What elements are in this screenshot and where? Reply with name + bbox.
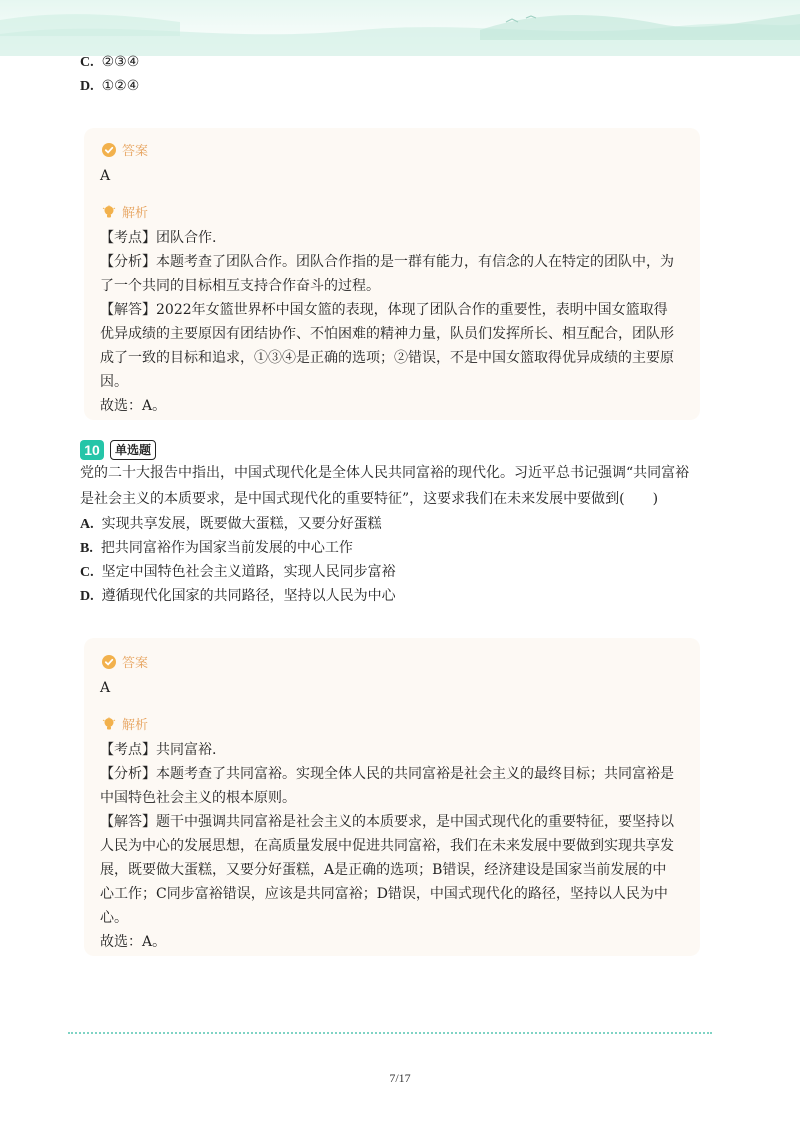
analysis-label: 解析 — [122, 718, 149, 733]
answer-value: A — [100, 680, 111, 696]
option-d — [80, 586, 396, 607]
option-c — [80, 562, 396, 583]
answer-label: 答案 — [122, 656, 149, 671]
option-text: 坚定中国特色社会主义道路，实现人民同步富裕 — [101, 564, 396, 580]
analysis-header — [102, 202, 148, 221]
header-decoration — [0, 0, 800, 56]
answer-label: 答案 — [122, 144, 149, 159]
jieda-text: 【解答】2022年女篮世界杯中国女篮的表现，体现了团队合作的重要性，表明中国女篮取得优异成绩的主要原因有团结协作、不怕困难的精神力量，队员们发挥所长、相互配合，团队形成了一致的目标和追求，①③④是正确的选项；②错误，不是中国女篮取得优异成绩的主要原因。 — [100, 302, 674, 390]
question-stem: 党的二十大报告中指出，中国式现代化是全体人民共同富裕的现代化。习近平总书记强调“共同富裕是社会主义的本质要求，是中国式现代化的重要特征”，这要求我们在未来发展中要做到( ) — [80, 465, 690, 507]
option-key: D. — [80, 589, 94, 604]
check-badge-icon — [102, 143, 116, 157]
option-c — [80, 52, 139, 73]
option-key: C. — [80, 565, 94, 580]
option-text: 遵循现代化国家的共同路径，坚持以人民为中心 — [101, 588, 396, 604]
option-key: C. — [80, 55, 94, 70]
option-text: ①②④ — [101, 78, 140, 94]
option-a — [80, 514, 382, 535]
option-text: 实现共享发展，既要做大蛋糕，又要分好蛋糕 — [101, 516, 382, 532]
question-number: 10 — [80, 440, 104, 460]
answer-card — [84, 128, 700, 420]
lightbulb-icon — [102, 205, 116, 219]
answer-value: A — [100, 168, 111, 184]
conclusion-text: 故选：A。 — [100, 398, 167, 414]
option-text: ②③④ — [101, 54, 140, 70]
jieda-text: 【解答】题干中强调共同富裕是社会主义的本质要求，是中国式现代化的重要特征，要坚持以人民为中心的发展思想，在高质量发展中促进共同富裕，我们在未来发展中要做到实现共享发展，既要做大蛋糕，又要分好蛋糕，A是正确的选项；B错误，经济建设是国家当前发展的中心工作；C同步富裕错误，应该是共同富裕；D错误，中国式现代化的路径，坚持以人民为中心。 — [100, 814, 674, 926]
conclusion-text: 故选：A。 — [100, 934, 167, 950]
option-text: 把共同富裕作为国家当前发展的中心工作 — [100, 540, 353, 556]
option-key: B. — [80, 541, 93, 556]
kaodian-text: 【考点】共同富裕. — [100, 742, 217, 758]
fenxi-text: 【分析】本题考查了团队合作。团队合作指的是一群有能力，有信念的人在特定的团队中，为了一个共同的目标相互支持合作奋斗的过程。 — [100, 254, 674, 294]
question-type-badge: 单选题 — [110, 440, 156, 460]
option-b — [80, 538, 353, 559]
answer-card — [84, 638, 700, 956]
lightbulb-icon — [102, 717, 116, 731]
answer-header — [102, 140, 148, 159]
fenxi-text: 【分析】本题考查了共同富裕。实现全体人民的共同富裕是社会主义的最终目标；共同富裕是中国特色社会主义的根本原则。 — [100, 766, 674, 806]
option-key: D. — [80, 79, 94, 94]
answer-header — [102, 652, 148, 671]
check-badge-icon — [102, 655, 116, 669]
kaodian-text: 【考点】团队合作. — [100, 230, 217, 246]
question-header — [80, 440, 156, 460]
footer-divider — [68, 1032, 712, 1034]
analysis-label: 解析 — [122, 206, 149, 221]
option-key: A. — [80, 517, 94, 532]
page-number: 7/17 — [389, 1071, 411, 1085]
analysis-header — [102, 714, 148, 733]
option-d — [80, 76, 139, 97]
